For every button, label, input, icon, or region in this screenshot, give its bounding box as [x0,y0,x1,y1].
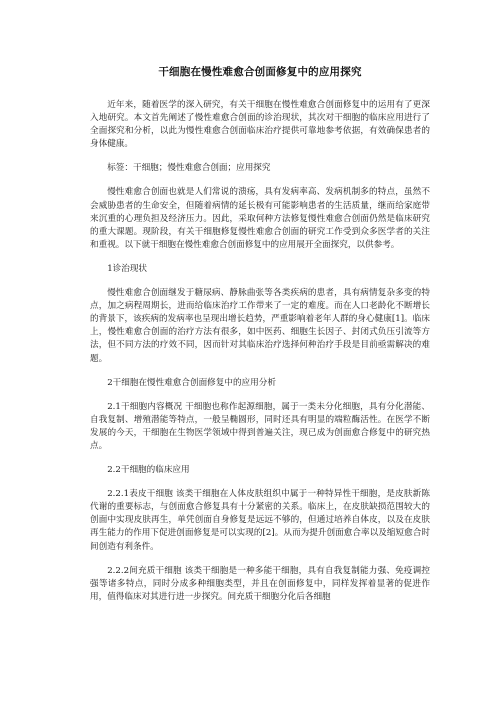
section-2-2-heading: 2.2干细胞的临床应用 [107,465,190,476]
section-2-2-2-paragraph: 2.2.2间充质干细胞 该类干细胞是一种多能干细胞，具有自我复制能力强、免疫调控强等诸多特点，同时分成多种细胞类型，并且在创面修复中，同样发挥着显著的促进作用，值得临床对其进行进一步探究。间充质干细胞分化后各细胞 [90,565,430,602]
section-1-heading: 1诊治现状 [107,263,148,274]
abstract-paragraph: 近年来，随着医学的深入研究，有关干细胞在慢性难愈合创面修复中的运用有了更深入地研究。本文首先阐述了慢性难愈合创面的诊治现状，其次对干细胞的临床应用进行了全面探究和分析，以此为慢性难愈合创面临床治疗提供可靠地参考依据，有效确保患者的身体健康。 [90,100,430,150]
keywords-line: 标签：干细胞；慢性难愈合创面；应用探究 [107,163,271,174]
section-2-heading: 2干细胞在慢性难愈合创面修复中的应用分析 [107,377,276,388]
document-title: 干细胞在慢性难愈合创面修复中的应用探究 [158,66,362,78]
section-2-2-1-paragraph: 2.2.1表皮干细胞 该类干细胞在人体皮肤组织中属于一种特异性干细胞，是皮肤新陈代谢的重要标志，与创面愈合修复具有十分紧密的关系。临床上，在皮肤缺损范围较大的创面中实现皮肤再生，单凭创面自身修复是远远不够的，但通过培养自体皮，以及在皮肤再生能力的作用下促进创面修复是可以实现的[2]。从而为提升创面愈合率以及缩短愈合时间创造有利条件。 [90,489,430,552]
section-1-paragraph: 慢性难愈合创面继发于糖尿病、静脉曲张等各类疾病的患者，具有病情复杂多变的特点，加之病程周期长，进而给临床治疗工作带来了一定的难度。而在人口老龄化不断增长的背景下，该疾病的发病率也呈现出增长趋势，严重影响着老年人群的身心健康[1]。临床上，慢性难愈合创面的治疗方法有很多，如中医药、细胞生长因子、封闭式负压引流等方法，但不同方法的疗效不同，因而针对其临床治疗选择何种治疗手段是目前亟需解决的难题。 [90,288,430,364]
intro-paragraph: 慢性难愈合创面也就是人们常说的溃疡，具有发病率高、发病机制多的特点，虽然不会威胁患者的生命安全，但随着病情的延长极有可能影响患者的生活质量，继而给家庭带来沉重的心理负担及经济压力。因此，采取何种方法修复慢性难愈合创面仍然是临床研究的重大课题。现阶段，有关干细胞修复慢性难愈合创面的研究工作受到众多医学者的关注和重视。以下就干细胞在慢性难愈合创面修复中的应用展开全面探究，以供参考。 [90,187,430,250]
section-2-1-paragraph: 2.1干细胞内容概况 干细胞也称作起源细胞，属于一类未分化细胞，具有分化潜能、自我复制、增殖潜能等特点，一般呈椭圆形，同时还具有明显的端粒酶活性。在医学不断发展的今天，干细胞在生物医学领域中得到普遍关注，现已成为创面愈合修复中的研究热点。 [90,401,430,451]
